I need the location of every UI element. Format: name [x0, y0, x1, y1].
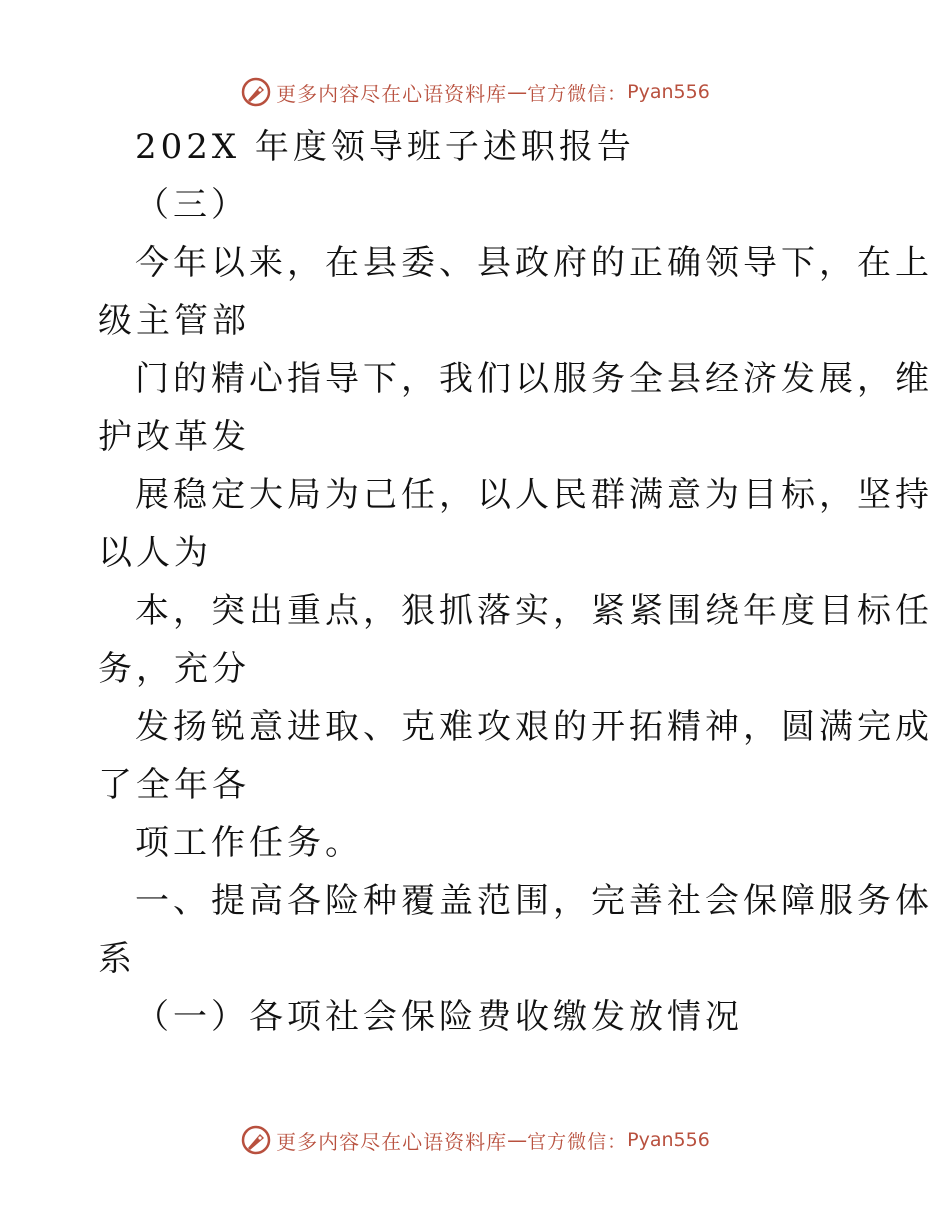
pen-nib-circle-icon [240, 1124, 272, 1156]
header-watermark [0, 72, 950, 112]
paragraph-line: 今年以来，在县委、县政府的正确领导下，在上 [135, 243, 933, 283]
paragraph-line: 项工作任务。 [135, 823, 363, 863]
watermark-brand-text: 更多内容尽在心语资料库 [276, 1129, 508, 1154]
paragraph-line: 门的精心指导下，我们以服务全县经济发展，维 [135, 359, 933, 399]
paragraph-line: 护改革发 [98, 417, 250, 457]
watermark-separator: — [507, 1128, 528, 1152]
paragraph-line: 了全年各 [98, 765, 250, 805]
watermark-wechat-label: 官方微信： [527, 1130, 628, 1153]
footer-watermark [0, 1120, 950, 1160]
paragraph-line: 发扬锐意进取、克难攻艰的开拓精神，圆满完成 [135, 707, 933, 747]
watermark-wechat-label: 官方微信： [527, 82, 628, 105]
watermark-brand-text: 更多内容尽在心语资料库 [276, 81, 508, 106]
pen-nib-circle-icon [240, 76, 272, 108]
section-heading-continued: 系 [98, 939, 136, 979]
paragraph-line: 务，充分 [98, 649, 250, 689]
watermark-wechat-id: Pyan556 [627, 1129, 710, 1151]
subsection-heading: （一）各项社会保险费收缴发放情况 [135, 997, 743, 1037]
document-body [98, 118, 933, 1046]
section-heading: 一、提高各险种覆盖范围，完善社会保障服务体 [135, 881, 933, 921]
paragraph-line: 展稳定大局为己任，以人民群满意为目标，坚持 [135, 475, 933, 515]
watermark-separator: — [507, 80, 528, 104]
document-subtitle: （三） [135, 185, 249, 225]
paragraph-line: 以人为 [98, 533, 212, 573]
document-title: 202X 年度领导班子述职报告 [135, 127, 635, 167]
watermark-wechat-id: Pyan556 [627, 81, 710, 103]
paragraph-line: 级主管部 [98, 301, 250, 341]
paragraph-line: 本，突出重点，狠抓落实，紧紧围绕年度目标任 [135, 591, 933, 631]
